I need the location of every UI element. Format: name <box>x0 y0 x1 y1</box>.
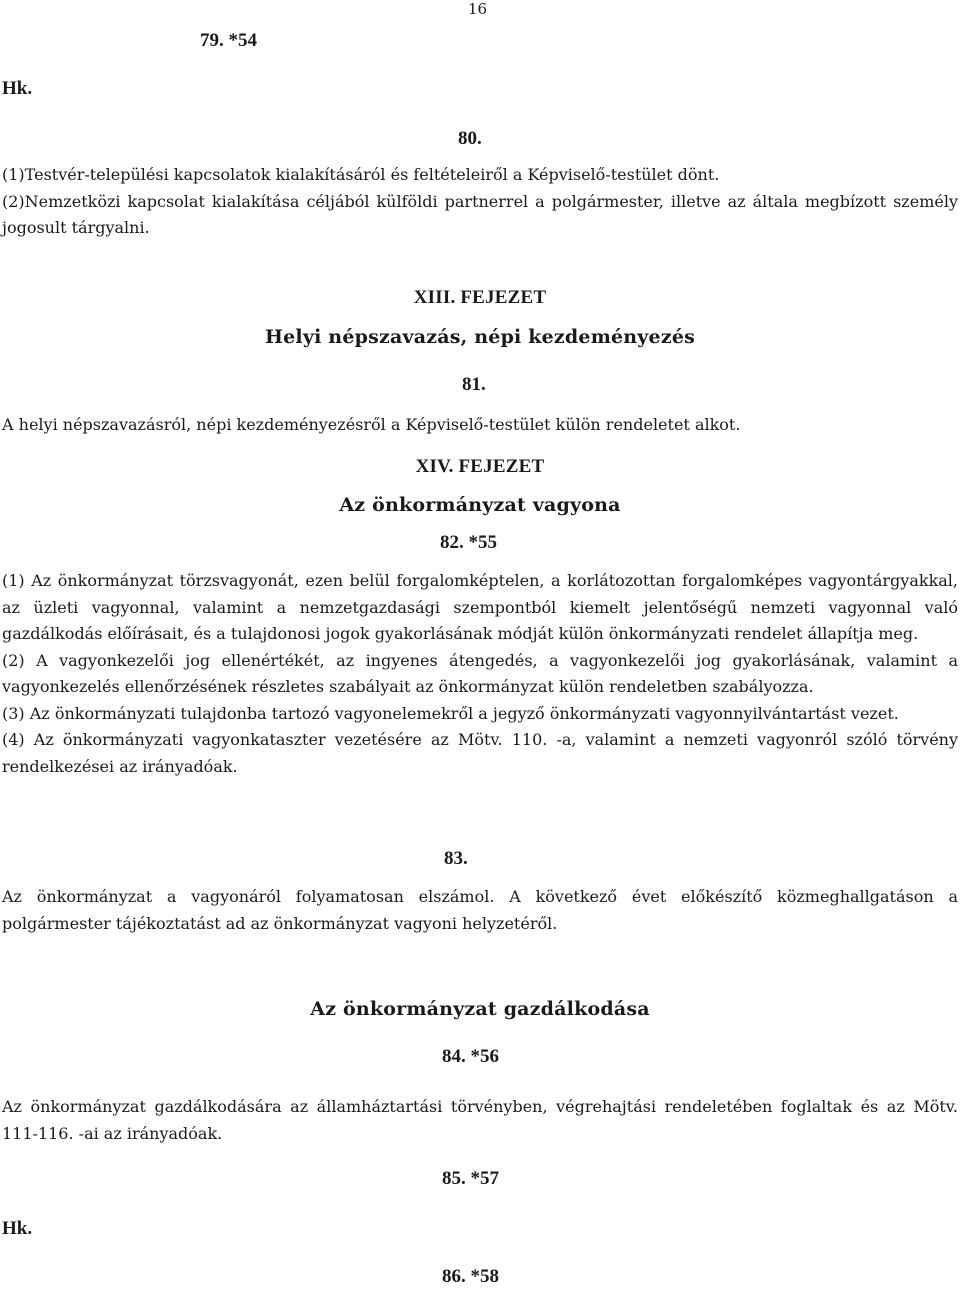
gazdalkodas-title: Az önkormányzat gazdálkodása <box>310 998 650 1020</box>
section-79-heading: 79. *54 <box>200 30 257 51</box>
paragraph: (2) A vagyonkezelői jog ellenértékét, az ingyenes átengedés, a vagyonkezelői jog gyakorlásának, valamint a vagyonkezelés ellenőrzésének részletes szabályait az önkormányzat külön rendeletben szabályozza. <box>2 650 958 696</box>
section-84-text: Az önkormányzat gazdálkodására az államháztartási törvényben, végrehajtási rendeletében foglaltak és az Mötv. 111-116. -ai az irányadóak. <box>2 1097 958 1143</box>
hk-marker-2: Hk. <box>2 1218 33 1239</box>
section-86-heading: 86. *58 <box>442 1266 499 1287</box>
chapter-14-title: XIV. FEJEZET <box>415 456 545 477</box>
section-82-heading: 82. *55 <box>440 532 497 553</box>
paragraph: (1)Testvér-települési kapcsolatok kialakításáról és feltételeiről a Képviselő-testület dönt. <box>2 165 720 184</box>
section-80-text <box>2 162 958 242</box>
section-81-heading: 81. <box>462 374 486 395</box>
section-84-heading: 84. *56 <box>442 1046 499 1067</box>
hk-marker-1: Hk. <box>2 78 33 99</box>
paragraph: (3) Az önkormányzati tulajdonba tartozó vagyonelemekről a jegyző önkormányzati vagyonnyilvántartást vezet. <box>2 703 899 723</box>
section-83-text: Az önkormányzat a vagyonáról folyamatosan elszámol. A következő évet előkészítő közmeghallgatáson a polgármester tájékoztatást ad az önkormányzat vagyoni helyzetéről. <box>2 887 958 933</box>
section-80-heading: 80. <box>458 128 482 149</box>
section-82-text <box>2 568 958 780</box>
section-81-text: A helyi népszavazásról, népi kezdeményezésről a Képviselő-testület külön rendeletet alkot. <box>2 415 741 434</box>
paragraph: (4) Az önkormányzati vagyonkataszter vezetésére az Mötv. 110. -a, valamint a nemzeti vagyonról szóló törvény rendelkezései az irányadóak. <box>2 730 958 776</box>
chapter-13-subtitle: Helyi népszavazás, népi kezdeményezés <box>264 326 696 348</box>
paragraph: (2)Nemzetközi kapcsolat kialakítása céljából külföldi partnerrel a polgármester, illetve az általa megbízott személy jogosult tárgyalni. <box>2 191 958 237</box>
section-83-heading: 83. <box>444 848 468 869</box>
chapter-13-title: XIII. FEJEZET <box>413 287 547 308</box>
page-number: 16 <box>468 0 488 18</box>
chapter-14-subtitle: Az önkormányzat vagyona <box>339 494 621 516</box>
paragraph: (1) Az önkormányzat törzsvagyonát, ezen belül forgalomképtelen, a korlátozottan forgalomképes vagyontárgyakkal, az üzleti vagyonnal, valamint a nemzetgazdasági szempontból kiemelt jelentőségű nemzeti vagyonnal való gazdálkodás előírásait, és a tulajdonosi jogok gyakorlásának módját külön önkormányzati rendelet állapítja meg. <box>2 571 958 643</box>
section-85-heading: 85. *57 <box>442 1168 499 1189</box>
